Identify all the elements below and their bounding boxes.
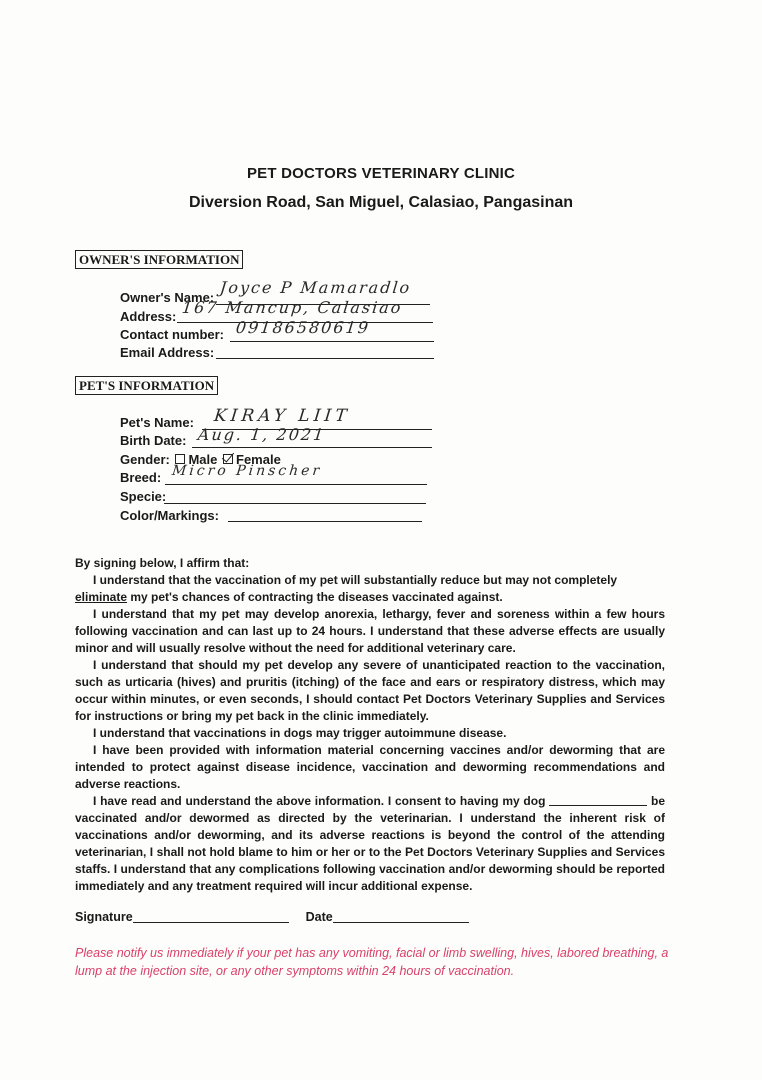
affirmation-text [75, 555, 665, 895]
gender-label: Gender: [120, 452, 170, 467]
affirmation-paragraph-5: I have been provided with information material concerning vaccines and/or deworming that are intended to protect against disease incidence, vaccination and deworming recommendations and adverse reactions. [75, 743, 665, 791]
email-line [216, 358, 434, 359]
affirmation-intro: By signing below, I affirm that: [75, 556, 250, 570]
affirmation-p1-end: my pet's chances of contracting the diseases vaccinated against. [130, 590, 503, 604]
signature-field[interactable] [133, 911, 289, 923]
affirmation-paragraph-2: I understand that my pet may develop anorexia, lethargy, fever and soreness within a few hours following vaccination and can last up to 24 hours. I understand that these adverse effects are usually minor and will usually resolve without the need for additional veterinary care. [75, 607, 665, 655]
owner-name-label: Owner's Name: [120, 290, 215, 305]
signature-label: Signature [75, 910, 133, 924]
specie-line [164, 503, 426, 504]
breed-field[interactable]: Micro Pinscher [171, 463, 324, 479]
dog-name-blank[interactable] [549, 795, 647, 806]
breed-line [165, 484, 427, 485]
affirmation-paragraph-4: I understand that vaccinations in dogs may trigger autoimmune disease. [93, 726, 507, 740]
clinic-name: PET DOCTORS VETERINARY CLINIC [246, 165, 516, 182]
birth-date-label: Birth Date: [120, 433, 187, 448]
affirmation-p1-underlined: eliminate [75, 590, 128, 604]
pet-name-field[interactable]: KIRAY LIIT [212, 406, 352, 426]
clinic-address: Diversion Road, San Miguel, Calasiao, Pangasinan [188, 194, 574, 211]
color-markings-label: Color/Markings: [120, 508, 219, 523]
breed-label: Breed: [120, 470, 162, 485]
address-label: Address: [120, 309, 177, 324]
affirmation-p6-start: I have read and understand the above information. I consent to having my dog [93, 794, 546, 808]
date-field[interactable] [333, 911, 469, 923]
male-option-label: Male [188, 452, 218, 467]
contact-field[interactable]: 09186580619 [235, 318, 371, 337]
contact-label: Contact number: [120, 327, 224, 342]
affirmation-paragraph-1 [75, 572, 665, 606]
specie-label: Specie: [120, 489, 167, 504]
signature-row [75, 910, 469, 924]
form-header [0, 165, 762, 212]
address-field[interactable]: 167 Mancup, Calasiao [181, 298, 404, 317]
affirmation-paragraph-3: I understand that should my pet develop any severe of unanticipated reaction to the vaccination, such as urticaria (hives) and pruritis (itching) of the face and ears or respiratory distress, which may occur within minutes, or even seconds, I should contact Pet Doctors Veterinary Supplies and Services for instructions or bring my pet back in the clinic immediately. [75, 658, 665, 723]
affirmation-p6-end: be vaccinated and/or dewormed as directed by the veterinarian. I understand the inherent risk of vaccinations and/or deworming, and its adverse reactions is beyond the control of the attending veterinarian, I shall not hold blame to him or her or to the Pet Doctors Veterinary Supplies and Services staffs. I understand that any complications following vaccination and/or deworming should be reported immediately and any treatment required will incur additional expense. [75, 794, 665, 893]
owner-name-field[interactable]: Joyce P Mamaradlo [219, 278, 413, 297]
email-label: Email Address: [120, 345, 215, 360]
vaccination-notice: Please notify us immediately if your pet has any vomiting, facial or limb swelling, hives, labored breathing, a lump at the injection site, or any other symptoms within 24 hours of vaccination. [75, 946, 669, 978]
color-markings-line [228, 521, 422, 522]
affirmation-paragraph-6 [75, 793, 665, 895]
date-label: Date [305, 910, 333, 924]
birth-date-line [192, 447, 432, 448]
contact-line [230, 341, 434, 342]
pet-section-title: PET'S INFORMATION [75, 376, 218, 395]
birth-date-field[interactable]: Aug. 1, 2021 [197, 425, 327, 444]
affirmation-p1-start: I understand that the vaccination of my pet will substantially reduce but may not completely [93, 573, 618, 587]
owner-section-title: OWNER'S INFORMATION [75, 250, 243, 269]
pet-name-label: Pet's Name: [120, 415, 194, 430]
female-option-label: Female [236, 452, 281, 467]
